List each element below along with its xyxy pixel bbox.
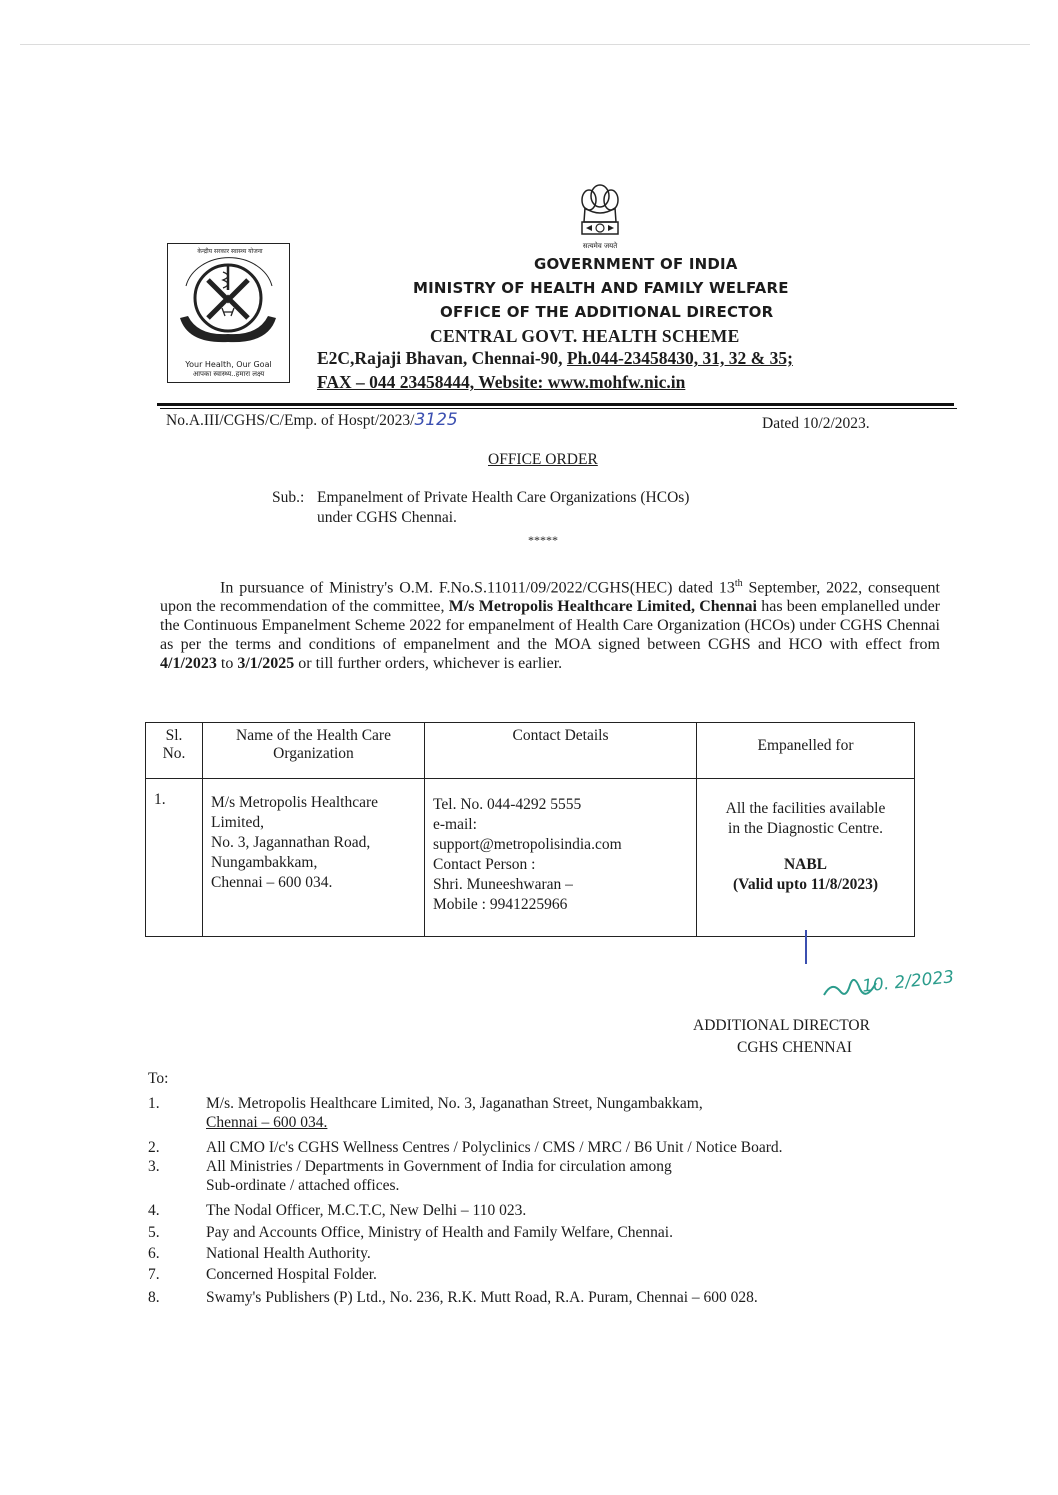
header-sl-no: Sl. No. xyxy=(146,723,203,779)
header-address xyxy=(317,348,793,369)
cell-hco-name: M/s Metropolis Healthcare Limited, No. 3, Jagannathan Road, Nungambakkam, Chennai – 600 034. xyxy=(203,779,425,937)
effective-from-date: 4/1/2023 xyxy=(160,655,217,673)
header-line-cghs: CENTRAL GOVT. HEALTH SCHEME xyxy=(430,326,740,346)
header-line-office: OFFICE OF THE ADDITIONAL DIRECTOR xyxy=(440,303,774,321)
header-line-government: GOVERNMENT OF INDIA xyxy=(534,255,738,273)
reference-number: No.A.III/CGHS/C/Emp. of Hospt/2023/3125 xyxy=(166,410,458,430)
cghs-logo xyxy=(167,243,290,383)
header-empanelled-for: Empanelled for xyxy=(697,723,915,779)
cell-empanelled-for: All the facilities available in the Diagnostic Centre. NABL (Valid upto 11/8/2023) xyxy=(697,779,915,937)
header-rule-thick xyxy=(157,403,954,406)
phone-numbers: Ph.044-23458430, 31, 32 & 35; xyxy=(566,348,793,368)
signatory-office: CGHS CHENNAI xyxy=(737,1039,852,1056)
header-fax-website: FAX – 044 23458444, Website: www.mohfw.nic.in xyxy=(317,372,686,392)
header-contact: Contact Details xyxy=(425,723,697,779)
subject-line-2: under CGHS Chennai. xyxy=(317,509,457,526)
cell-sl-no: 1. xyxy=(146,779,203,937)
handwritten-number: 3125 xyxy=(414,410,458,430)
distribution-label: To: xyxy=(148,1070,169,1087)
subject-stars: ***** xyxy=(528,533,558,547)
scan-edge-line xyxy=(20,44,1030,45)
effective-to-date: 3/1/2025 xyxy=(237,655,295,673)
logo-tagline-en: Your Health, Our Goal xyxy=(185,360,272,369)
header-rule-thin xyxy=(160,408,957,409)
accreditation-validity: (Valid upto 11/8/2023) xyxy=(733,876,878,893)
cghs-emblem-icon xyxy=(168,246,288,351)
logo-tagline-hi: आपका स्वास्थ्य..हमारा लक्ष्य xyxy=(192,370,265,378)
subject-label: Sub.: xyxy=(272,489,305,506)
pen-mark xyxy=(805,930,807,964)
address-text: E2C,Rajaji Bhavan, Chennai-90, xyxy=(317,348,567,368)
hco-name-bold: M/s Metropolis Healthcare Limited, Chennai xyxy=(448,598,757,616)
emblem-caption: सत्यमेव जयते xyxy=(582,242,618,250)
logo-top-text: केन्द्रीय सरकार स्वास्थ्य योजना xyxy=(197,248,263,255)
signatory-designation: ADDITIONAL DIRECTOR xyxy=(693,1017,870,1034)
order-body-paragraph: In pursuance of Ministry's O.M. F.No.S.11011/09/2022/CGHS(HEC) dated 13th September, 2022, consequent upon the recommendation of the committee, M/s Metropolis Healthcare Limited, Chennai has been emplanelled under the Continuous Empanelment Scheme 2022 for empanelment of Health Care Organization (HCOs) under CGHS Chennai as per the terms and conditions of empanelment and the MOA signed between CGHS and HCO with effect from 4/1/2023 to 3/1/2025 or till further orders, whichever is earlier. xyxy=(160,578,941,673)
office-order-title: OFFICE ORDER xyxy=(488,451,598,468)
table-header-row xyxy=(146,723,915,779)
accreditation-nabl: NABL xyxy=(783,856,828,873)
table-row xyxy=(146,779,915,937)
list-item: 1. M/s. Metropolis Healthcare Limited, No. 3, Jaganathan Street, Nungambakkam, Chennai – 600 034. xyxy=(148,1095,703,1131)
list-item: 3. All Ministries / Departments in Government of India for circulation among Sub-ordinate / attached offices. xyxy=(148,1158,672,1194)
state-emblem xyxy=(575,178,625,256)
order-date: Dated 10/2/2023. xyxy=(762,415,870,432)
signature-date: 10. 2/2023 xyxy=(861,967,956,997)
hco-table xyxy=(145,722,915,937)
cell-contact: Tel. No. 044-4292 5555 e-mail: support@metropolisindia.com Contact Person : Shri. Muneeshwaran – Mobile : 9941225966 xyxy=(425,779,697,937)
subject-line-1: Empanelment of Private Health Care Organizations (HCOs) xyxy=(317,489,690,506)
header-hco-name: Name of the Health Care Organization xyxy=(203,723,425,779)
header-line-ministry: MINISTRY OF HEALTH AND FAMILY WELFARE xyxy=(413,279,789,297)
